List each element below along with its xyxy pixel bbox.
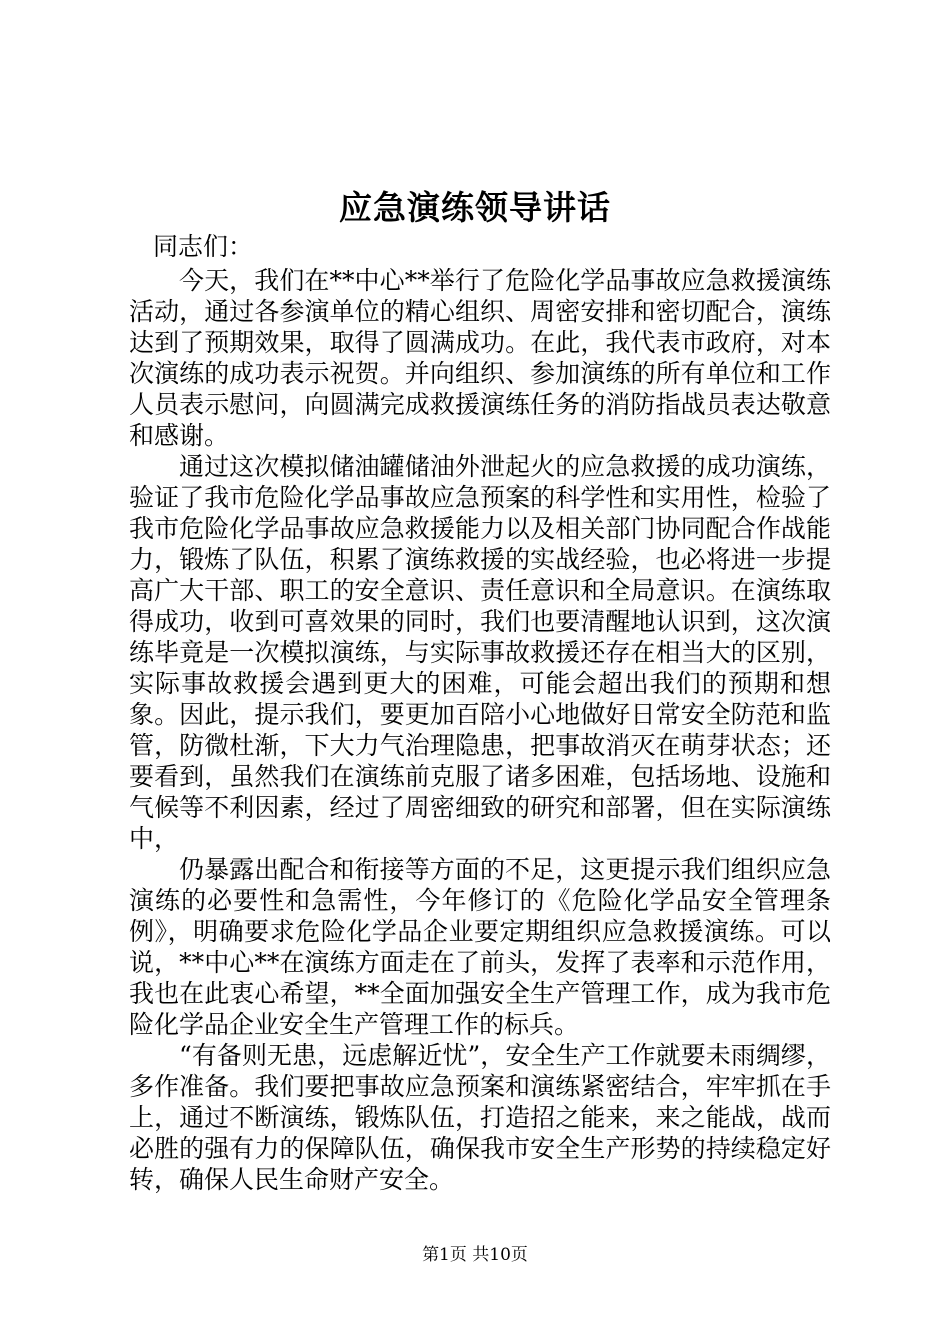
paragraph-4: “有备则无患，远虑解近忧”，安全生产工作就要未雨绸缪，多作准备。我们要把事故应急预案和演练紧密结合，牢牢抓在手上，通过不断演练，锻炼队伍，打造招之能来，来之能战，战而必胜的强有力的保障队伍，确保我市安全生产形势的持续稳定好转，确保人民生命财产安全。 [129, 1041, 831, 1194]
document-title: 应急演练领导讲话 [339, 188, 611, 227]
paragraph-1: 今天，我们在**中心**举行了危险化学品事故应急救援演练活动，通过各参演单位的精心组织、周密安排和密切配合，演练达到了预期效果，取得了圆满成功。在此，我代表市政府，对本次演练的成功表示祝贺。并向组织、参加演练的所有单位和工作人员表示慰问，向圆满完成救援演练任务的消防指战员表达敬意和感谢。 [129, 266, 831, 450]
salutation: 同志们： [153, 232, 254, 261]
document-body [129, 231, 831, 1195]
paragraph-3: 仍暴露出配合和衔接等方面的不足，这更提示我们组织应急演练的必要性和急需性，今年修订的《危险化学品安全管理条例》，明确要求危险化学品企业要定期组织应急救援演练。可以说，**中心**在演练方面走在了前头，发挥了表率和示范作用，我也在此衷心希望，**全面加强安全生产管理工作，成为我市危险化学品企业安全生产管理工作的标兵。 [129, 855, 831, 1039]
paragraph-2: 通过这次模拟储油罐储油外泄起火的应急救援的成功演练，验证了我市危险化学品事故应急预案的科学性和实用性，检验了我市危险化学品事故应急救援能力以及相关部门协同配合作战能力，锻炼了队伍，积累了演练救援的实战经验，也必将进一步提高广大干部、职工的安全意识、责任意识和全局意识。在演练取得成功，收到可喜效果的同时，我们也要清醒地认识到，这次演练毕竟是一次模拟演练，与实际事故救援还存在相当大的区别，实际事故救援会遇到更大的困难，可能会超出我们的预期和想象。因此，提示我们，要更加百陪小心地做好日常安全防范和监管，防微杜渐，下大力气治理隐患，把事故消灭在萌芽状态；还要看到，虽然我们在演练前克服了诸多困难，包括场地、设施和气候等不利因素，经过了周密细致的研究和部署，但在实际演练中， [129, 452, 831, 853]
page-footer: 第1页 共10页 [422, 1245, 528, 1265]
